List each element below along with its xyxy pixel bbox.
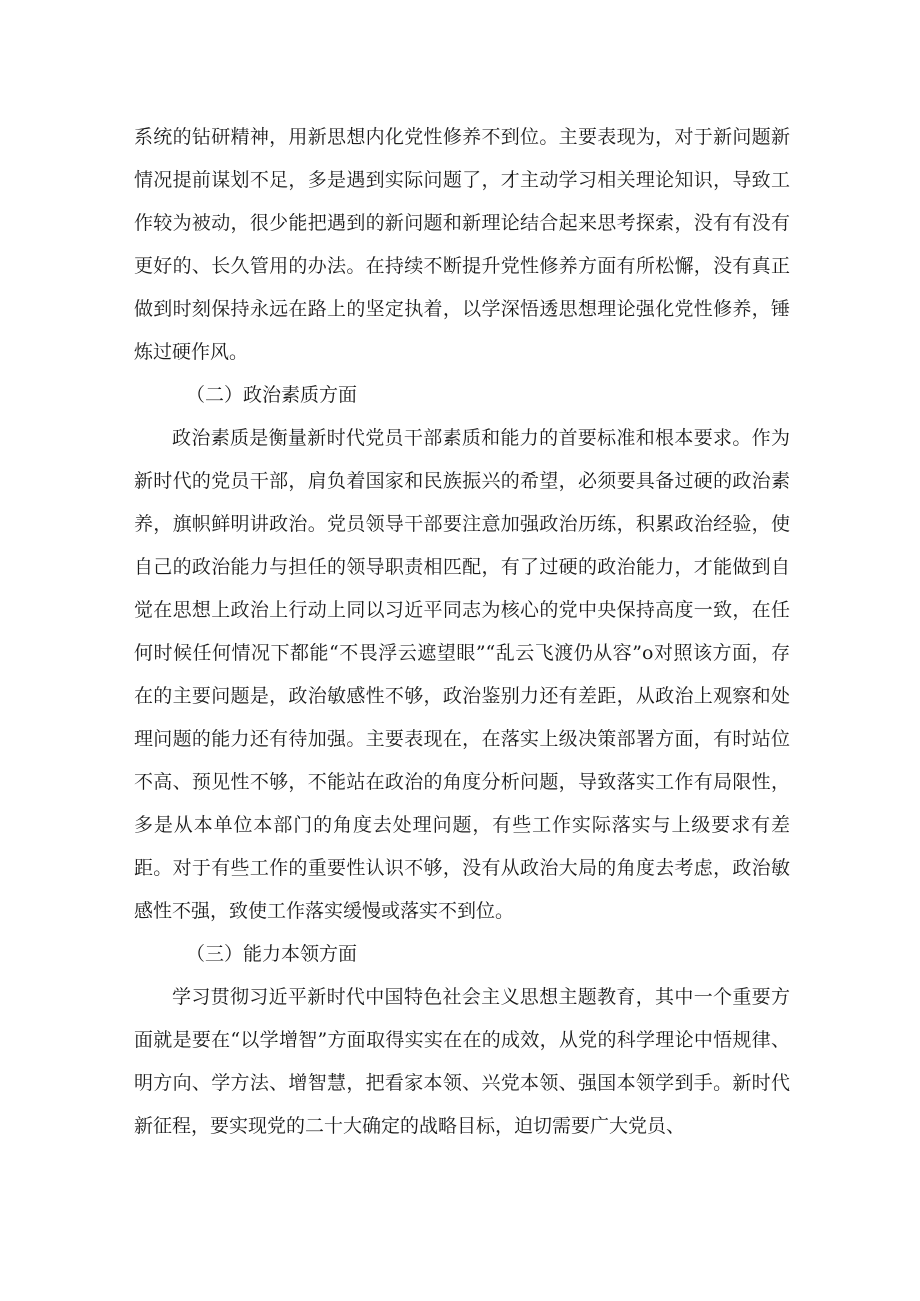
document-body: [134, 116, 790, 1148]
section-heading-political-quality: （二）政治素质方面: [186, 384, 358, 406]
paragraph-2: 政治素质是衡量新时代党员干部素质和能力的首要标准和根本要求。作为新时代的党员干部，肩负着国家和民族振兴的希望，必须要具备过硬的政治素养，旗帜鲜明讲政治。党员领导干部要注意加强政治历练，积累政治经验，使自己的政治能力与担任的领导职责相匹配，有了过硬的政治能力，才能做到自觉在思想上政治上行动上同以习近平同志为核心的党中央保持高度一致，在任何时候任何情况下都能“不畏浮云遮望眼”“乱云飞渡仍从容”o对照该方面，存在的主要问题是，政治敏感性不够，政治鉴别力还有差距，从政治上观察和处理问题的能力还有待加强。主要表现在，在落实上级决策部署方面，有时站位不高、预见性不够，不能站在政治的角度分析问题，导致落实工作有局限性，多是从本单位本部门的角度去处理问题，有些工作实际落实与上级要求有差距。对于有些工作的重要性认识不够，没有从政治大局的角度去考虑，政治敏感性不强，致使工作落实缓慢或落实不到位。: [134, 427, 790, 922]
paragraph-1: 系统的钻研精神，用新思想内化党性修养不到位。主要表现为，对于新问题新情况提前谋划不足，多是遇到实际问题了，才主动学习相关理论知识，导致工作较为被动，很少能把遇到的新问题和新理论结合起来思考探索，没有有没有更好的、长久管用的办法。在持续不断提升党性修养方面有所松懈，没有真正做到时刻保持永远在路上的坚定执着，以学深悟透思想理论强化党性修养，锤炼过硬作风。: [134, 126, 790, 363]
paragraph-3: 学习贯彻习近平新时代中国特色社会主义思想主题教育，其中一个重要方面就是要在“以学增智”方面取得实实在在的成效，从党的科学理论中悟规律、明方向、学方法、增智慧，把看家本领、兴党本领、强国本领学到手。新时代新征程，要实现党的二十大确定的战略目标，迫切需要广大党员、: [134, 986, 790, 1137]
section-heading-ability: （三）能力本领方面: [186, 943, 358, 965]
